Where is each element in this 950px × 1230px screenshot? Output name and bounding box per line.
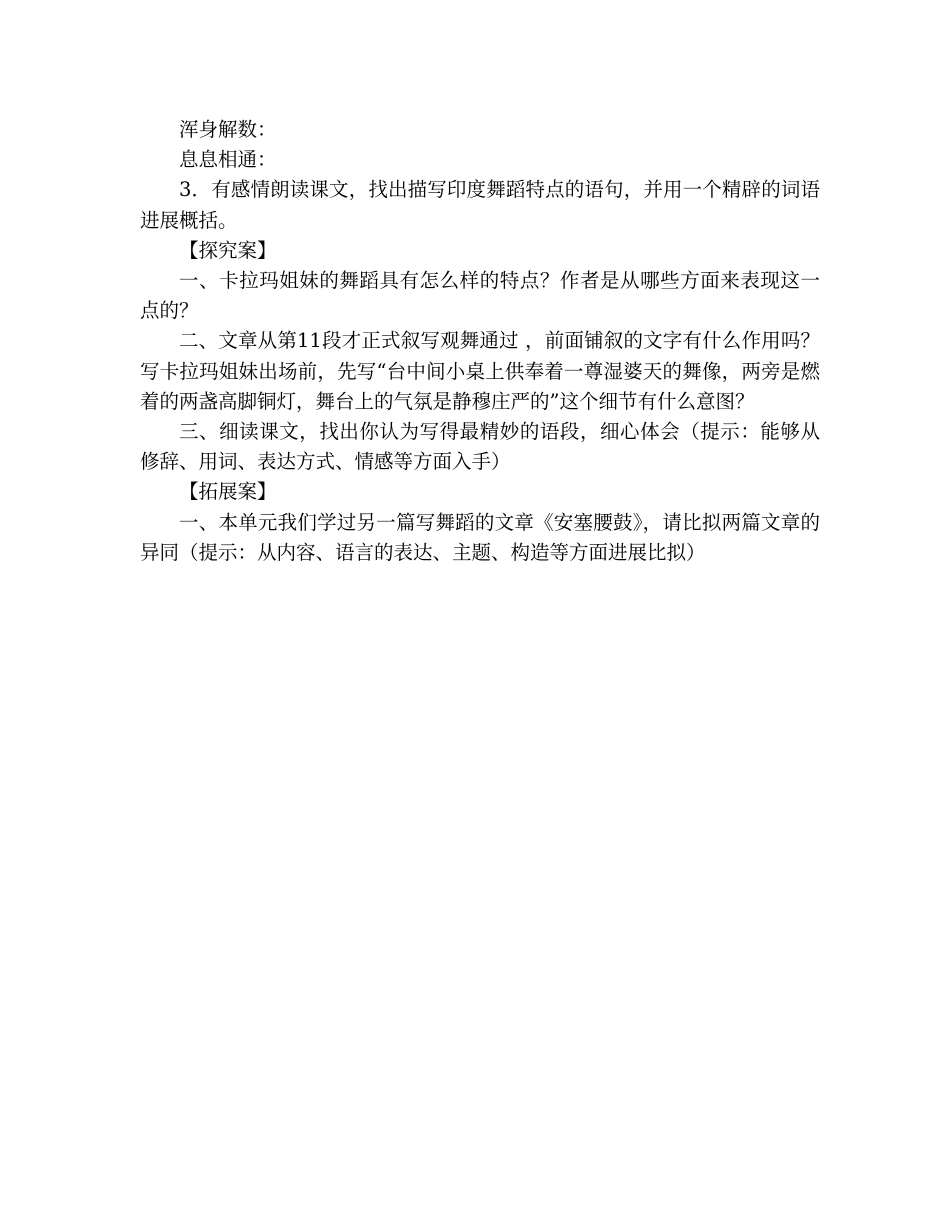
question-3: 3．有感情朗读课文，找出描写印度舞蹈特点的语句，并用一个精辟的词语进展概括。 — [140, 178, 820, 232]
vocab-item-xixixiangtong: 息息相通： — [179, 148, 277, 172]
inquiry-question-3: 三、细读课文，找出你认为写得最精妙的语段，细心体会（提示：能够从修辞、用词、表达方式、情感等方面入手） — [140, 420, 820, 474]
inquiry-question-1: 一、卡拉玛姐妹的舞蹈具有怎么样的特点？作者是从哪些方面来表现这一点的？ — [140, 269, 820, 323]
inquiry-question-2: 二、文章从第11段才正式叙写观舞通过 ，前面铺叙的文字有什么作用吗？写卡拉玛姐妹出场前，先写“台中间小桌上供奉着一尊湿婆天的舞像，两旁是燃着的两盏高脚铜灯，舞台上的气氛是静穆庄严的”这个细节有什么意图？ — [140, 329, 820, 413]
section-heading-extension: 【拓展案】 — [179, 480, 277, 504]
extension-question-1: 一、本单元我们学过另一篇写舞蹈的文章《安塞腰鼓》，请比拟两篇文章的异同（提示：从内容、语言的表达、主题、构造等方面进展比拟） — [140, 510, 820, 564]
section-heading-inquiry: 【探究案】 — [179, 238, 277, 262]
document-body — [140, 115, 820, 568]
vocab-item-hunshenjieshu: 浑身解数： — [179, 118, 277, 141]
